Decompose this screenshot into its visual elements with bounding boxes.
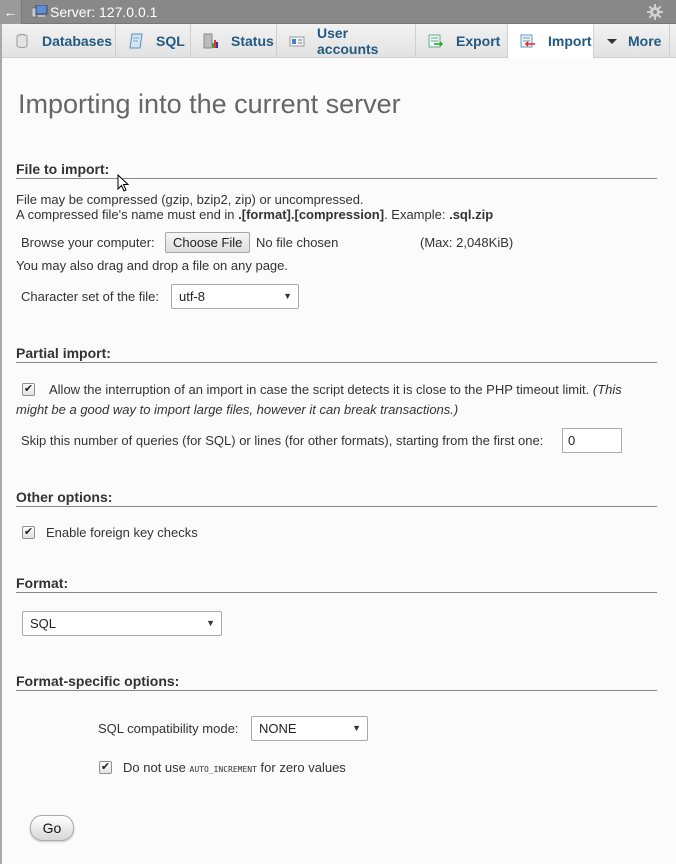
allow-interrupt-checkbox[interactable] bbox=[22, 383, 35, 396]
compression-naming-info: A compressed file's name must end in .[format].[compression]. Example: .sql.zip bbox=[16, 207, 494, 222]
main-tab-bar bbox=[2, 24, 676, 58]
tab-databases[interactable]: Databases bbox=[2, 24, 116, 58]
tab-sql[interactable]: SQL bbox=[116, 24, 191, 58]
section-partial-import: Partial import: bbox=[16, 345, 657, 363]
checkmark-icon: ✔ bbox=[23, 383, 34, 395]
checkmark-icon: ✔ bbox=[100, 761, 111, 773]
page-title: Importing into the current server bbox=[18, 89, 401, 119]
compression-info: File may be compressed (gzip, bzip2, zip) or uncompressed. bbox=[16, 192, 364, 207]
browse-label: Browse your computer: bbox=[21, 235, 155, 250]
charset-label: Character set of the file: bbox=[21, 289, 160, 304]
section-file-to-import: File to import: bbox=[16, 161, 657, 179]
choose-file-button[interactable]: Choose File bbox=[165, 232, 250, 253]
no-file-chosen-text: No file chosen bbox=[256, 235, 339, 250]
tab-more[interactable]: More bbox=[594, 24, 670, 58]
triangle-down-icon bbox=[606, 33, 618, 49]
no-auto-increment-checkbox[interactable] bbox=[99, 761, 112, 774]
chevron-down-icon: ▼ bbox=[206, 618, 215, 628]
mouse-cursor-icon bbox=[117, 174, 131, 194]
server-breadcrumb-bar bbox=[0, 0, 676, 24]
no-auto-increment-label: Do not use AUTO_INCREMENT for zero values bbox=[123, 760, 346, 775]
skip-queries-input[interactable]: 0 bbox=[562, 428, 622, 453]
import-icon bbox=[520, 33, 536, 49]
drag-drop-hint: You may also drag and drop a file on any page. bbox=[16, 258, 288, 273]
chevron-down-icon: ▼ bbox=[283, 291, 292, 301]
section-format: Format: bbox=[16, 575, 657, 593]
database-icon bbox=[14, 33, 30, 49]
tab-export[interactable]: Export bbox=[416, 24, 508, 58]
sql-compat-label: SQL compatibility mode: bbox=[98, 721, 239, 736]
server-label[interactable]: Server: 127.0.0.1 bbox=[50, 3, 158, 20]
section-format-specific-options: Format-specific options: bbox=[16, 673, 657, 691]
tab-status[interactable]: Status bbox=[191, 24, 277, 58]
allow-interrupt-note: might be a good way to import large files, however it can break transactions.) bbox=[16, 402, 459, 417]
server-icon bbox=[32, 5, 48, 18]
export-icon bbox=[428, 33, 444, 49]
tab-import[interactable]: Import bbox=[508, 24, 594, 59]
back-arrow-icon: ← bbox=[3, 3, 18, 20]
status-chart-icon bbox=[203, 33, 219, 49]
checkmark-icon: ✔ bbox=[23, 526, 34, 538]
allow-interrupt-label: Allow the interruption of an import in case the script detects it is close to the PHP timeout limit. (This bbox=[49, 382, 622, 397]
section-other-options: Other options: bbox=[16, 489, 657, 507]
charset-select[interactable]: utf-8 ▼ bbox=[171, 284, 299, 309]
chevron-down-icon: ▼ bbox=[352, 723, 361, 733]
sql-compat-select[interactable]: NONE ▼ bbox=[251, 716, 368, 741]
back-button[interactable] bbox=[0, 0, 22, 24]
gear-icon[interactable] bbox=[646, 3, 664, 21]
format-select[interactable]: SQL ▼ bbox=[22, 611, 222, 636]
max-upload-size: (Max: 2,048KiB) bbox=[420, 235, 514, 250]
foreign-key-checkbox[interactable] bbox=[22, 526, 35, 539]
skip-queries-label: Skip this number of queries (for SQL) or lines (for other formats), starting from the first one: bbox=[21, 433, 544, 448]
tab-user-accounts[interactable]: User accounts bbox=[277, 24, 416, 58]
left-frame-border bbox=[0, 0, 2, 864]
go-button[interactable]: Go bbox=[30, 815, 74, 841]
user-card-icon bbox=[289, 33, 305, 49]
sql-scroll-icon bbox=[128, 33, 144, 49]
foreign-key-label: Enable foreign key checks bbox=[46, 525, 198, 540]
